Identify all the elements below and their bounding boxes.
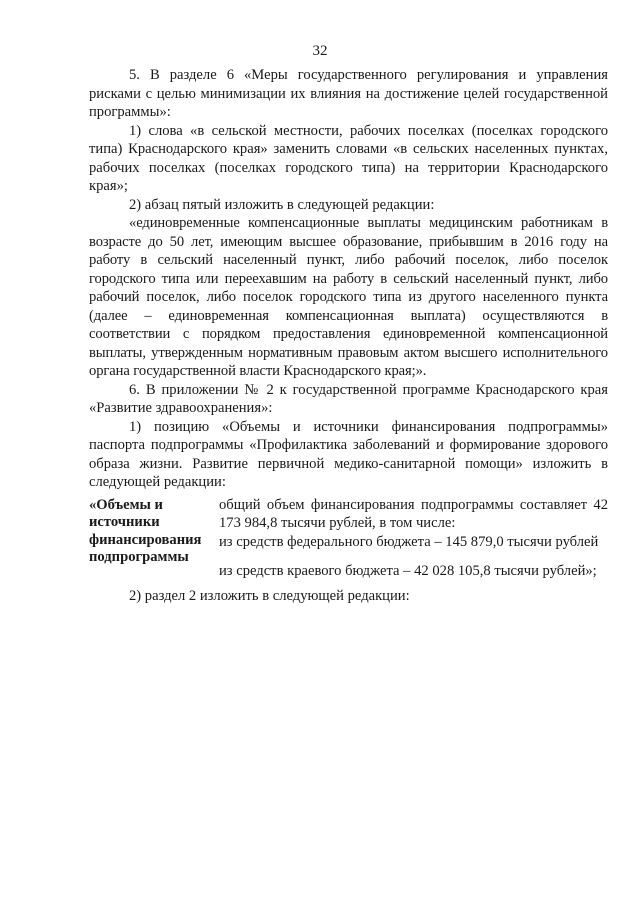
paragraph-item-2-abzac: 2) абзац пятый изложить в следующей редакции: (129, 196, 435, 213)
financing-table (89, 496, 608, 581)
paragraph-item-2-section: 2) раздел 2 изложить в следующей редакции: (129, 587, 410, 604)
financing-total: общий объем финансирования подпрограммы составляет 42 173 984,8 тысячи рублей, в том числе: (219, 496, 608, 531)
paragraph-section-5: 5. В разделе 6 «Меры государственного регулирования и управления рисками с целью минимизации их влияния на достижение целей государственной программы»: (89, 67, 608, 120)
label-line: источники (89, 514, 160, 530)
paragraph-item-1-position: 1) позицию «Объемы и источники финансирования подпрограммы» паспорта подпрограммы «Профилактика заболеваний и формирование здорового образа жизни. Развитие первичной медико-санитарной помощи» изложить в следующей редакции: (89, 418, 608, 490)
label-line: финансирования (89, 531, 202, 548)
financing-federal: из средств федерального бюджета – 145 879,0 тысячи рублей (219, 533, 599, 550)
page-number: 32 (312, 43, 328, 59)
document-body (89, 66, 608, 605)
paragraph-quote-payments: «единовременные компенсационные выплаты медицинским работникам в возрасте до 50 лет, имеющим высшее образование, прибывшим в 2016 году на работу в сельский населенный пункт, либо рабочий поселок, либо поселок городского типа или переехавшим на работу в сельский населенный пункт, либо рабочий поселок, либо поселок городского типа из другого населенного пункта (далее – единовременная компенсационная выплата) осуществляются в соответствии с порядком предоставления единовременной компенсационной выплаты, утвержденным нормативным правовым актом высшего исполнительного органа государственной власти Краснодарского края;». (89, 215, 608, 379)
paragraph-item-1-words: 1) слова «в сельской местности, рабочих поселках (поселках городского типа) Краснодарского края» заменить словами «в сельских населенных пунктах, рабочих поселках (поселках городского типа) на территории Краснодарского края»; (89, 122, 608, 194)
paragraph-section-6: 6. В приложении № 2 к государственной программе Краснодарского края «Развитие здравоохранения»: (89, 381, 608, 416)
label-line: подпрограммы (89, 549, 189, 565)
financing-table-label (89, 496, 215, 581)
financing-regional: из средств краевого бюджета – 42 028 105,8 тысячи рублей»; (219, 563, 597, 579)
label-line: «Объемы и (89, 496, 163, 513)
financing-table-values (215, 496, 608, 581)
